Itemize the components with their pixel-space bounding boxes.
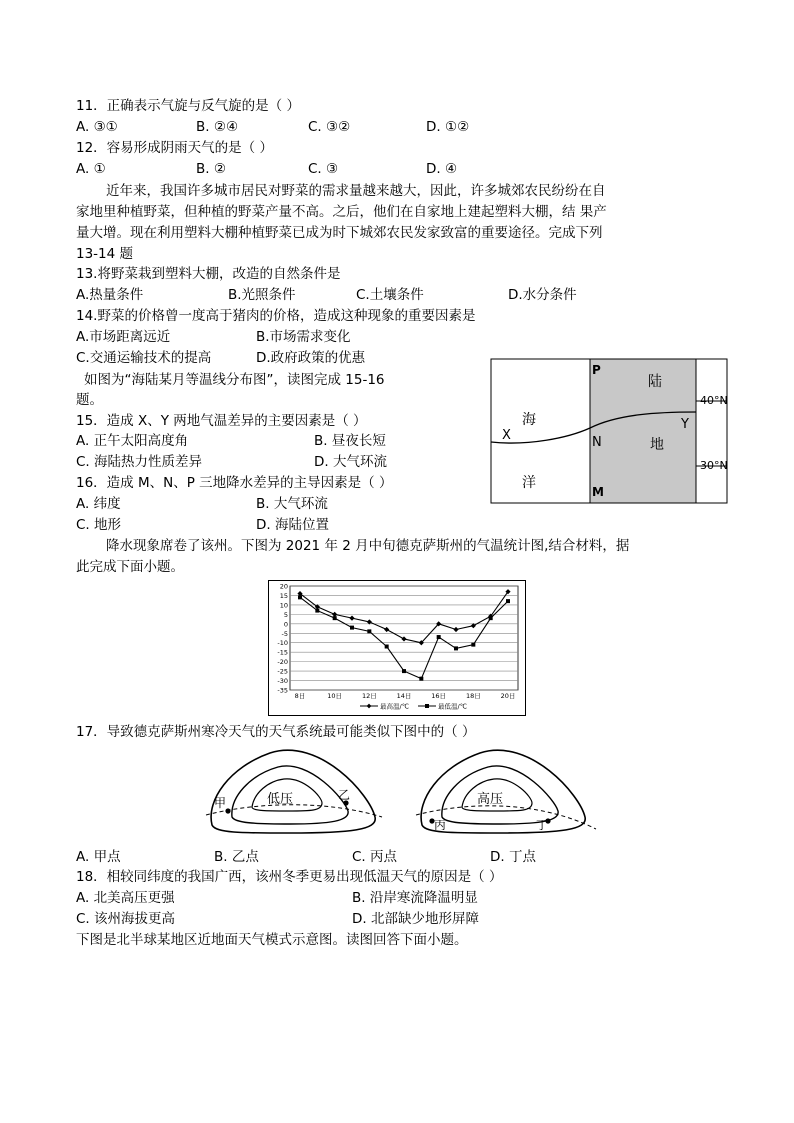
point-jia: [225, 808, 230, 813]
x-tick-label: 8日: [294, 692, 306, 700]
q15-option-a[interactable]: A. 正午太阳高度角: [76, 433, 189, 449]
y-tick-label: 15: [279, 591, 288, 600]
y-tick-label: -5: [281, 629, 288, 638]
pressure-systems-diagram: [200, 745, 600, 845]
y-tick-label: 0: [283, 620, 288, 629]
x-tick-label: 14日: [396, 692, 412, 700]
y-tick-label: -10: [277, 639, 288, 648]
min-temp-point: [437, 635, 441, 639]
q12-option-b[interactable]: B. ②: [196, 161, 226, 177]
min-temp-point: [506, 599, 510, 603]
label-land2: 地: [650, 437, 664, 453]
q12-stem: 12．容易形成阴雨天气的是（ ）: [76, 140, 273, 156]
passage3-line1: 降水现象席卷了该州。下图为 2021 年 2 月中旬德克萨斯州的气温统计图,结合材料，据: [106, 538, 630, 554]
min-temp-point: [402, 669, 406, 673]
q13-stem: 13.将野菜栽到塑料大棚，改造的自然条件是: [76, 266, 341, 282]
q17-stem: 17．导致德克萨斯州寒冷天气的天气系统最可能类似下图中的（ ）: [76, 724, 476, 740]
q18-stem: 18．相较同纬度的我国广西，该州冬季更易出现低温天气的原因是（ ）: [76, 869, 503, 885]
min-temp-point: [489, 616, 493, 620]
label-sea1: 海: [522, 412, 536, 428]
label-40N: 40°N: [700, 394, 728, 407]
q13-option-c[interactable]: C.土壤条件: [356, 287, 424, 303]
label-M: M: [592, 485, 604, 499]
q11-option-c[interactable]: C. ③②: [308, 119, 351, 135]
q14-option-d[interactable]: D.政府政策的优惠: [256, 350, 366, 366]
min-temp-point: [315, 609, 319, 613]
label-30N: 30°N: [700, 459, 728, 472]
q17-option-d[interactable]: D. 丁点: [490, 849, 536, 865]
min-temp-point: [350, 626, 354, 630]
label-Y: Y: [681, 417, 689, 432]
min-temp-point: [454, 646, 458, 650]
y-tick-label: -25: [277, 667, 288, 676]
label-ding: 丁: [536, 818, 549, 832]
y-tick-label: -35: [277, 686, 288, 695]
label-yi: 乙: [338, 788, 351, 802]
q12-option-a[interactable]: A. ①: [76, 161, 106, 177]
high-label: 高压: [477, 792, 504, 807]
q18-option-a[interactable]: A. 北美高压更强: [76, 890, 175, 906]
min-temp-point: [298, 595, 302, 599]
q11-option-b[interactable]: B. ②④: [196, 119, 239, 135]
q17-option-b[interactable]: B. 乙点: [214, 849, 259, 865]
y-tick-label: 5: [283, 610, 288, 619]
legend-min-label: 最低温/℃: [438, 702, 467, 711]
label-sea2: 洋: [522, 475, 536, 491]
x-tick-label: 20日: [500, 692, 516, 700]
q15-option-d[interactable]: D. 大气环流: [314, 454, 387, 470]
label-bing: 丙: [434, 818, 447, 832]
q14-stem: 14.野菜的价格曾一度高于猪肉的价格，造成这种现象的重要因素是: [76, 308, 476, 324]
isotherm-map: [488, 356, 734, 508]
passage3-line2: 此完成下面小题。: [76, 559, 184, 575]
y-tick-label: -15: [277, 648, 288, 657]
label-X: X: [502, 428, 511, 443]
q15-stem: 15．造成 X、Y 两地气温差异的主要因素是（ ）: [76, 413, 367, 429]
y-tick-label: -20: [277, 658, 288, 667]
passage1-line4: 13-14 题: [76, 246, 134, 262]
q12-option-d[interactable]: D. ④: [426, 161, 458, 177]
y-tick-label: -30: [277, 677, 288, 686]
q14-option-a[interactable]: A.市场距离远近: [76, 329, 171, 345]
q15-option-c[interactable]: C. 海陆热力性质差异: [76, 454, 203, 470]
min-temp-point: [385, 645, 389, 649]
q15-option-b[interactable]: B. 昼夜长短: [314, 433, 386, 449]
legend-min-marker: [425, 704, 429, 708]
q18-option-d[interactable]: D. 北部缺少地形屏障: [352, 911, 479, 927]
q17-option-a[interactable]: A. 甲点: [76, 849, 121, 865]
label-land1: 陆: [648, 374, 662, 390]
q13-option-a[interactable]: A.热量条件: [76, 287, 144, 303]
legend-max-label: 最高温/℃: [380, 702, 409, 711]
low-label: 低压: [267, 792, 294, 807]
min-temp-point: [471, 643, 475, 647]
q16-stem: 16．造成 M、N、P 三地降水差异的主导因素是（ ）: [76, 475, 393, 491]
passage1-line1: 近年来，我国许多城市居民对野菜的需求量越来越大，因此，许多城郊农民纷纷在自: [106, 183, 606, 199]
q16-option-b[interactable]: B. 大气环流: [256, 496, 328, 512]
q16-option-a[interactable]: A. 纬度: [76, 496, 121, 512]
min-temp-point: [419, 677, 423, 681]
q18-option-b[interactable]: B. 沿岸寒流降温明显: [352, 890, 478, 906]
temperature-chart: [268, 580, 526, 716]
passage1-line3: 量大增。现在利用塑料大棚种植野菜已成为时下城郊农民发家致富的重要途径。完成下列: [76, 225, 603, 241]
closing-text: 下图是北半球某地区近地面天气模式示意图。读图回答下面小题。: [76, 932, 468, 948]
min-temp-point: [333, 616, 337, 620]
q13-option-b[interactable]: B.光照条件: [228, 287, 296, 303]
q16-option-c[interactable]: C. 地形: [76, 517, 122, 533]
q18-option-c[interactable]: C. 该州海拔更高: [76, 911, 176, 927]
y-tick-label: 20: [279, 582, 288, 591]
passage1-line2: 家地里种植野菜，但种植的野菜产量不高。之后，他们在自家地上建起塑料大棚，结 果产: [76, 204, 607, 220]
label-N: N: [592, 435, 602, 450]
passage2-line1: 如图为“海陆某月等温线分布图”，读图完成 15-16: [84, 372, 385, 388]
y-tick-label: 10: [279, 601, 288, 610]
label-jia: 甲: [214, 796, 227, 810]
x-tick-label: 16日: [431, 692, 447, 700]
q11-option-d[interactable]: D. ①②: [426, 119, 470, 135]
q11-stem: 11．正确表示气旋与反气旋的是（ ）: [76, 98, 300, 114]
x-tick-label: 10日: [327, 692, 343, 700]
label-P: P: [592, 363, 601, 377]
q12-option-c[interactable]: C. ③: [308, 161, 339, 177]
min-temp-point: [367, 629, 371, 633]
q11-option-a[interactable]: A. ③①: [76, 119, 118, 135]
x-tick-label: 18日: [465, 692, 481, 700]
q17-option-c[interactable]: C. 丙点: [352, 849, 398, 865]
passage2-line2: 题。: [76, 392, 103, 408]
q14-option-b[interactable]: B.市场需求变化: [256, 329, 351, 345]
q13-option-d[interactable]: D.水分条件: [508, 287, 577, 303]
q16-option-d[interactable]: D. 海陆位置: [256, 517, 329, 533]
x-tick-label: 12日: [361, 692, 377, 700]
q14-option-c[interactable]: C.交通运输技术的提高: [76, 350, 212, 366]
